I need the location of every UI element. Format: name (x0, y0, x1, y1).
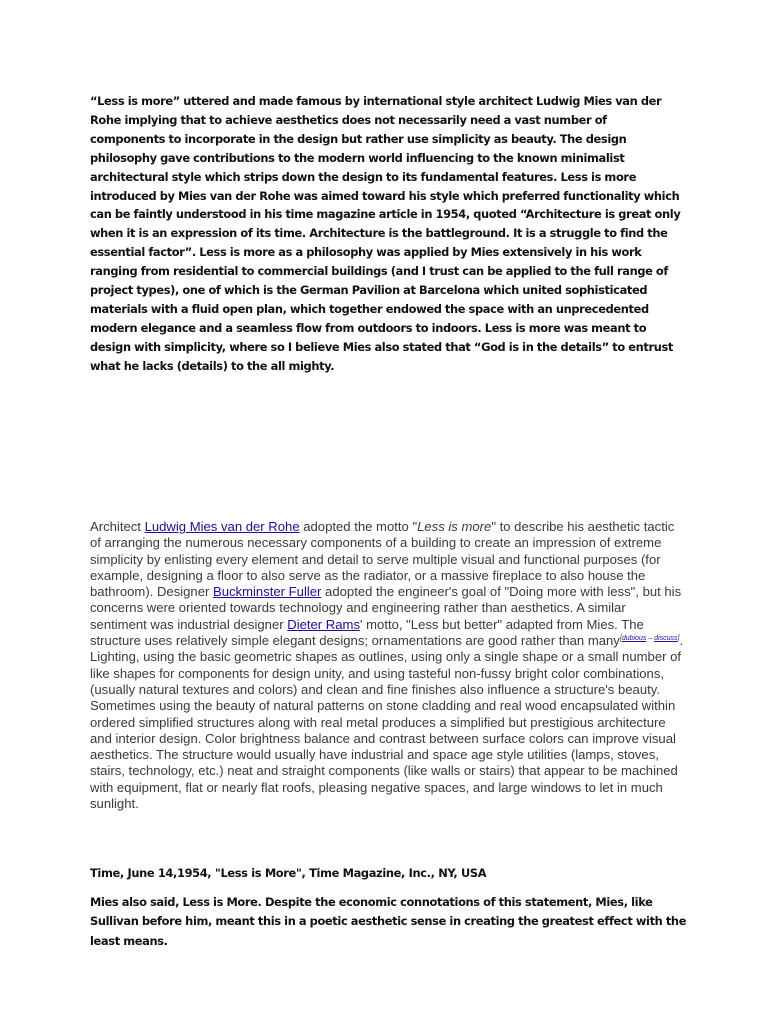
dubious-link[interactable]: dubious (621, 635, 647, 643)
citation-line: Time, June 14,1954, "Less is More", Time Magazine, Inc., NY, USA (90, 866, 487, 880)
motto-italic: Less is more (417, 519, 492, 534)
link-mies-van-der-rohe[interactable]: Ludwig Mies van der Rohe (144, 519, 300, 534)
bracket-close: ] (677, 635, 680, 643)
text-run: Architect (90, 519, 145, 534)
text-run: . Lighting, using the basic geometric shapes as outlines, using only a single shape or a small number of like shapes for components for design unity, and using tasteful non-fussy bright color combinations, (usually natural textures and colors) and clean and fine finishes also influence a structure's beauty. Sometimes using the beauty of natural patterns on stone cladding and real wood encapsulated within ordered simplified structures along with real metal produces a simplified but prestigious architecture and interior design. Color brightness balance and contrast between surface colors can improve visual aesthetics. The structure would usually have industrial and space age style utilities (lamps, stoves, stairs, technology, etc.) neat and straight components (like walls or stairs) that appear to be machined with equipment, flat or nearly flat roofs, pleasing negative spaces, and large windows to let in much sunlight. (90, 633, 684, 812)
closing-paragraph: Mies also said, Less is More. Despite the economic connotations of this statement, Mies, like Sullivan before him, meant this in a poetic aesthetic sense in creating the greatest effect with the least means. (90, 895, 687, 948)
essay-paragraph: “Less is more” uttered and made famous by international style architect Ludwig Mies van der Rohe implying that to achieve aesthetics does not necessarily need a vast number of components to incorporate in the design but rather use simplicity as beauty. The design philosophy gave contributions to the modern world influencing to the known minimalist architectural style which strips down the design to its fundamental features. Less is more introduced by Mies van der Rohe was aimed toward his style which preferred functionality which can be faintly understood in his time magazine article in 1954, quoted “Architecture is great only when it is an expression of its time. Architecture is the battleground. It is a struggle to find the essential factor”. Less is more as a philosophy was applied by Mies extensively in his work ranging from residential to commercial buildings (and I trust can be applied to the full range of project types), one of which is the German Pavilion at Barcelona which united sophisticated materials with a fluid open plan, which together endowed the space with an unprecedented modern elegance and a seamless flow from outdoors to indoors. Less is more was meant to design with simplicity, where so I believe Mies also stated that “God is in the details” to entrust what he lacks (details) to the all mighty. (90, 94, 681, 373)
discuss-link[interactable]: discuss (654, 635, 678, 643)
text-run: adopted the engineer's goal of "Doing more with less", but his concerns were oriented towards technology and engineering rather than aesthetics. A similar sentiment was industrial designer (90, 584, 682, 632)
separator: – (646, 635, 655, 643)
text-run: adopted the motto " (299, 519, 418, 534)
link-dieter-rams[interactable]: Dieter Rams (287, 616, 360, 632)
text-run: " to describe his aesthetic tactic of arranging the numerous necessary components of a building to create an impression of extreme simplicity by enlisting every element and detail to serve multiple visual and functional purposes (for example, designing a floor to also serve as the radiator, or a massive fireplace to also house the bathroom). Designer (90, 519, 675, 600)
link-buckminster-fuller[interactable]: Buckminster Fuller (213, 584, 322, 600)
citation-superscript (620, 635, 680, 642)
text-run: ' motto, "Less but better" adapted from Mies. The structure uses relatively simple elegant designs; ornamentations are good rather than many (90, 616, 644, 649)
wiki-excerpt-paragraph (90, 519, 686, 812)
bracket-open: [ (619, 635, 622, 643)
